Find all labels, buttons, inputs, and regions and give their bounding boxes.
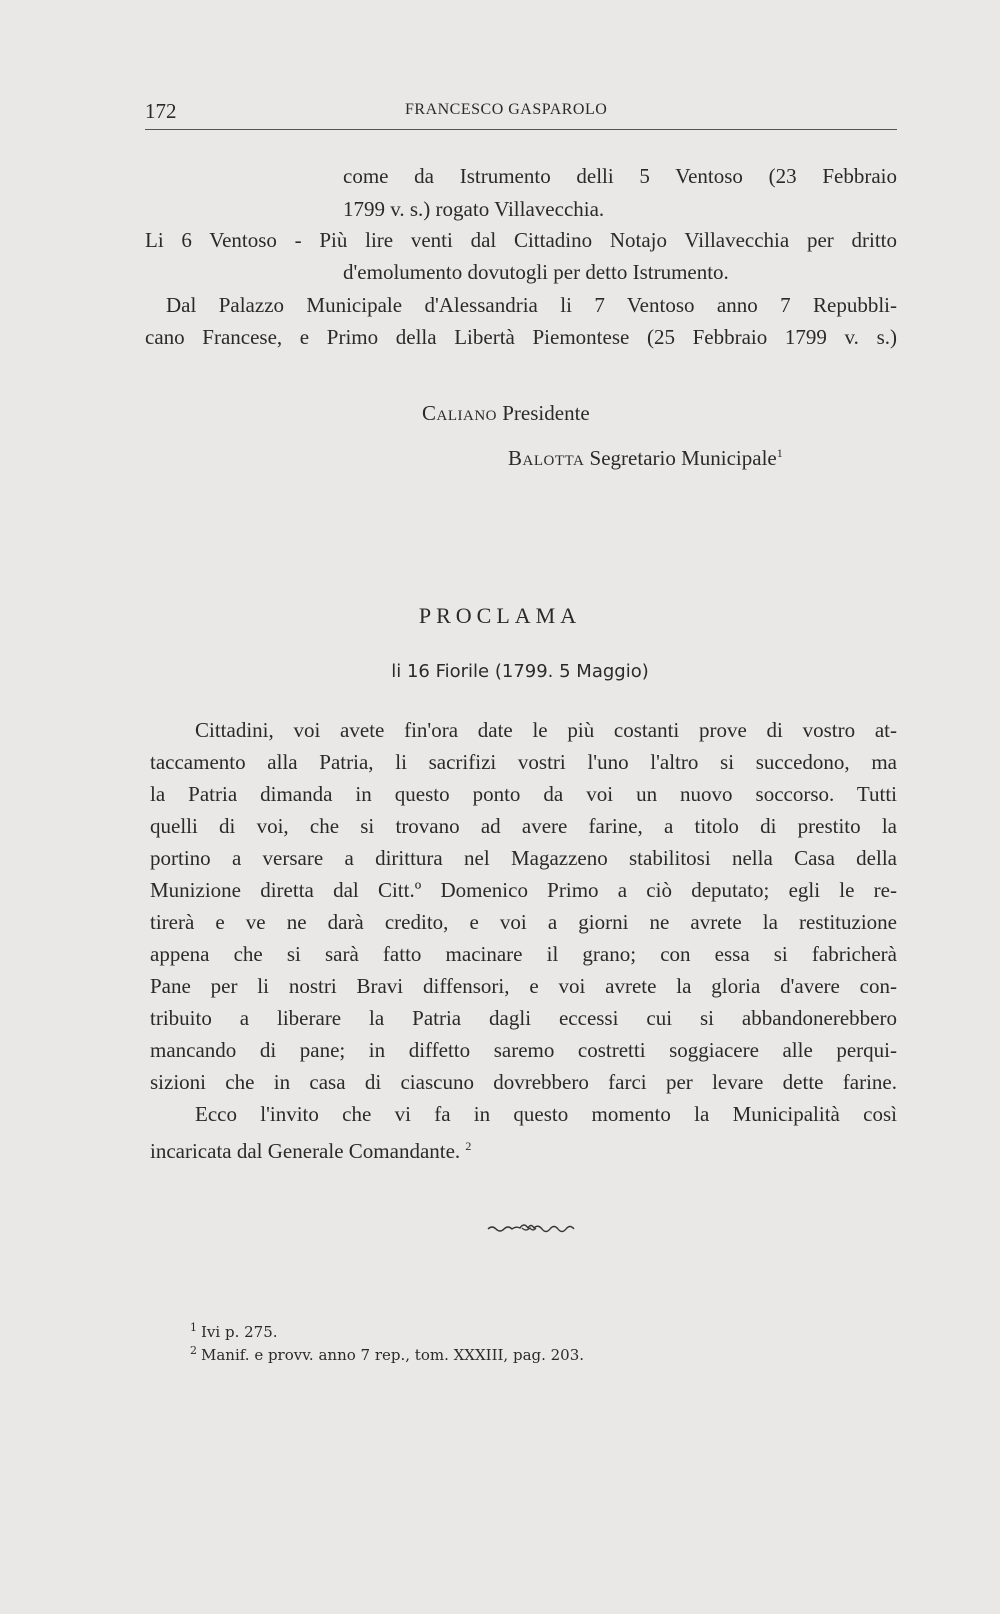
proclama-date: li 16 Fiorile (1799. 5 Maggio) bbox=[391, 661, 649, 682]
body-line: d'emolumento dovutogli per detto Istrumento. bbox=[343, 260, 729, 284]
footnote-ref: 2 bbox=[465, 1139, 472, 1153]
body-line: appena che si sarà fatto macinare il grano; con essa si fabricherà bbox=[150, 942, 897, 966]
body-line: cano Francese, e Primo della Libertà Piemontese (25 Febbraio 1799 v. s.) bbox=[145, 325, 897, 349]
body-line: come da Istrumento delli 5 Ventoso (23 Febbraio bbox=[343, 164, 897, 188]
footnote-number: 1 bbox=[190, 1321, 197, 1334]
footnote-2 bbox=[190, 1341, 584, 1365]
body-line: tirerà e ve ne darà credito, e voi a giorni ne avrete la restituzione bbox=[150, 910, 897, 934]
running-head: FRANCESCO GASPAROLO bbox=[405, 101, 608, 118]
footnote-text: Ivi p. 275. bbox=[201, 1323, 278, 1341]
body-line-last bbox=[150, 1133, 471, 1164]
footnote-number: 2 bbox=[190, 1344, 197, 1357]
body-line: portino a versare a dirittura nel Magazzeno stabilitosi nella Casa della bbox=[150, 846, 897, 870]
body-line: Cittadini, voi avete fin'ora date le più costanti prove di vostro at- bbox=[195, 718, 897, 742]
body-line: Li 6 Ventoso - Più lire venti dal Cittadino Notajo Villavecchia per dritto bbox=[145, 228, 897, 252]
body-line: Munizione diretta dal Citt.º Domenico Primo a ciò deputato; egli le re- bbox=[150, 878, 897, 902]
signatory-role: Presidente bbox=[502, 401, 590, 425]
signature-balotta bbox=[508, 440, 783, 471]
body-line: tribuito a liberare la Patria dagli eccessi cui si abbandonerebbero bbox=[150, 1006, 897, 1030]
body-line: quelli di voi, che si trovano ad avere farine, a titolo di prestito la bbox=[150, 814, 897, 838]
body-line: sizioni che in casa di ciascuno dovrebbero farci per levare dette farine. bbox=[150, 1070, 897, 1094]
header-rule bbox=[145, 129, 897, 130]
body-line: la Patria dimanda in questo ponto da voi un nuovo soccorso. Tutti bbox=[150, 782, 897, 806]
body-line: Dal Palazzo Municipale d'Alessandria li 7 Ventoso anno 7 Repubbli- bbox=[166, 293, 897, 317]
body-line: taccamento alla Patria, li sacrifizi vostri l'uno l'altro si succedono, ma bbox=[150, 750, 897, 774]
body-line: mancando di pane; in diffetto saremo costretti soggiacere alle perqui- bbox=[150, 1038, 897, 1062]
signatory-role: Segretario Municipale bbox=[589, 446, 777, 470]
body-text: incaricata dal Generale Comandante. bbox=[150, 1139, 461, 1163]
body-line: Ecco l'invito che vi fa in questo momento la Municipalità così bbox=[195, 1102, 897, 1126]
body-line: Pane per li nostri Bravi diffensori, e voi avrete la gloria d'avere con- bbox=[150, 974, 897, 998]
proclama-title: PROCLAMA bbox=[418, 603, 582, 628]
signatory-name: Balotta bbox=[508, 446, 585, 470]
footnote-text: Manif. e provv. anno 7 rep., tom. XXXIII, pag. 203. bbox=[201, 1346, 585, 1364]
page-number: 172 bbox=[145, 99, 177, 123]
signatory-name: Caliano bbox=[422, 401, 497, 425]
footnote-ref: 1 bbox=[776, 446, 783, 460]
body-line: 1799 v. s.) rogato Villavecchia. bbox=[343, 197, 605, 221]
signature-caliano bbox=[422, 400, 590, 426]
footnote-1 bbox=[190, 1318, 278, 1342]
page-header bbox=[145, 95, 897, 131]
ornament-icon bbox=[486, 1220, 576, 1234]
